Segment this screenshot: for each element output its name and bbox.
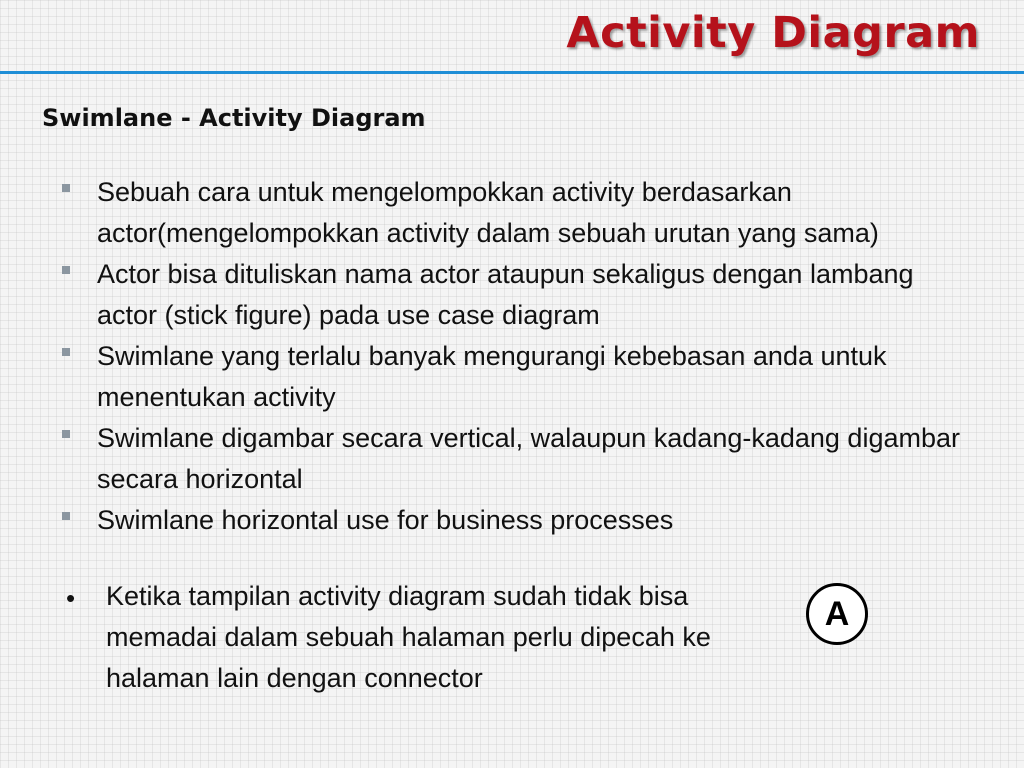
square-bullet-icon <box>62 266 70 274</box>
title-divider <box>0 71 1024 74</box>
bullet-item <box>60 418 960 500</box>
connector-symbol <box>806 583 868 645</box>
slide-subtitle: Swimlane - Activity Diagram <box>42 104 426 132</box>
slide-title: Activity Diagram <box>566 8 980 58</box>
round-bullet-icon: • <box>66 583 76 613</box>
square-bullet-icon <box>62 430 70 438</box>
bullet-text: Swimlane digambar secara vertical, walaupun kadang-kadang digambar secara horizontal <box>97 423 960 494</box>
connector-note-text: Ketika tampilan activity diagram sudah tidak bisa memadai dalam sebuah halaman perlu dipecah ke halaman lain dengan connector <box>106 581 711 693</box>
square-bullet-icon <box>62 348 70 356</box>
bullet-item <box>60 254 960 336</box>
bullet-item <box>60 172 960 254</box>
connector-note <box>66 576 746 699</box>
bullet-item <box>60 500 960 541</box>
bullet-item <box>60 336 960 418</box>
bullet-text: Actor bisa dituliskan nama actor ataupun sekaligus dengan lambang actor (stick figure) pada use case diagram <box>97 259 914 330</box>
bullet-list <box>60 172 960 541</box>
square-bullet-icon <box>62 512 70 520</box>
bullet-text: Swimlane horizontal use for business processes <box>97 505 674 535</box>
connector-label: A <box>824 594 850 633</box>
square-bullet-icon <box>62 184 70 192</box>
bullet-text: Swimlane yang terlalu banyak mengurangi kebebasan anda untuk menentukan activity <box>97 341 887 412</box>
bullet-text: Sebuah cara untuk mengelompokkan activity berdasarkan actor(mengelompokkan activity dalam sebuah urutan yang sama) <box>97 177 879 248</box>
